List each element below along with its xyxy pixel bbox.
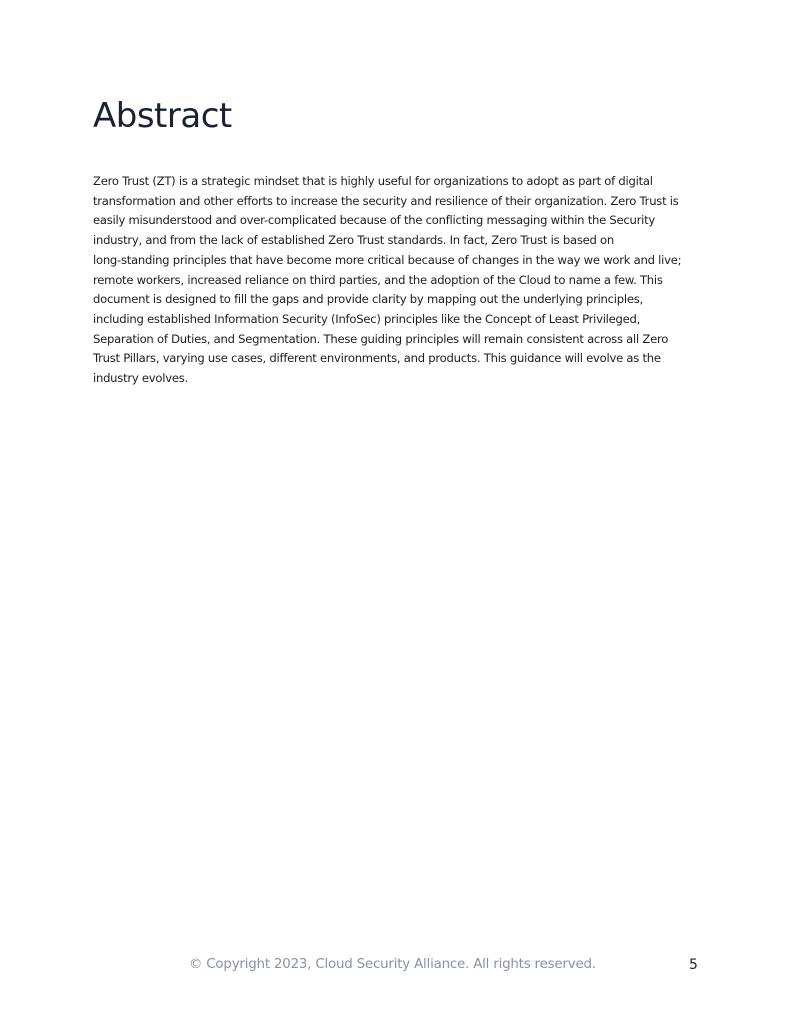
abstract-line: easily misunderstood and over-complicated because of the conflicting messaging within the Security [93,213,656,228]
abstract-line: transformation and other efforts to increase the security and resilience of their organization. Zero Trust is [93,193,679,208]
footer-copyright: © Copyright 2023, Cloud Security Alliance. All rights reserved. [189,957,596,972]
abstract-line: including established Information Security (InfoSec) principles like the Concept of Least Privileged, [93,311,641,326]
abstract-line: industry, and from the lack of established Zero Trust standards. In fact, Zero Trust is based on [93,233,614,248]
page-title: Abstract [93,96,232,136]
abstract-line: remote workers, increased reliance on third parties, and the adoption of the Cloud to name a few. This [93,272,663,287]
abstract-line: Trust Pillars, varying use cases, different environments, and products. This guidance will evolve as the [93,351,661,366]
abstract-line: Separation of Duties, and Segmentation. These guiding principles will remain consistent across all Zero [93,331,669,346]
abstract-line: industry evolves. [93,371,188,386]
page-number: 5 [689,957,698,973]
abstract-paragraph [93,172,701,389]
abstract-line: long-standing principles that have become more critical because of changes in the way we work and live; [93,252,682,267]
abstract-line: Zero Trust (ZT) is a strategic mindset that is highly useful for organizations to adopt as part of digital [93,174,653,188]
abstract-line: document is designed to fill the gaps and provide clarity by mapping out the underlying principles, [93,292,643,307]
